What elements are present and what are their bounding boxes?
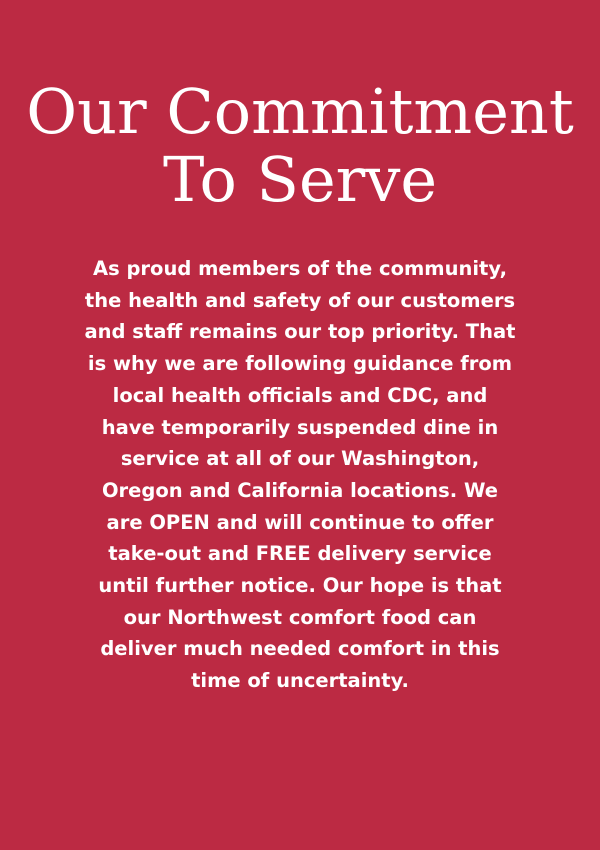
- message-line: until further notice. Our hope is that: [98, 574, 502, 598]
- message-line: are OPEN and will continue to offer: [106, 510, 494, 534]
- message-line: have temporarily suspended dine in: [101, 415, 499, 439]
- message-line: local health officials and CDC, and: [112, 383, 488, 407]
- title-line: Our Commitment: [26, 75, 574, 148]
- message-line: the health and safety of our customers: [84, 288, 516, 312]
- message-line: our Northwest comfort food can: [123, 605, 477, 629]
- message-line: time of uncertainty.: [191, 669, 409, 693]
- message-line: and staff remains our top priority. That: [84, 320, 516, 344]
- message-line: Oregon and California locations. We: [101, 478, 498, 502]
- title-line: To Serve: [162, 143, 438, 216]
- message-line: is why we are following guidance from: [87, 352, 513, 376]
- message-line: take-out and FREE delivery service: [108, 542, 492, 566]
- message-line: service at all of our Washington,: [120, 447, 480, 471]
- message-line: deliver much needed comfort in this: [100, 637, 500, 661]
- message-line: As proud members of the community,: [92, 257, 507, 280]
- commitment-message: [70, 253, 530, 697]
- page-title: [0, 75, 600, 216]
